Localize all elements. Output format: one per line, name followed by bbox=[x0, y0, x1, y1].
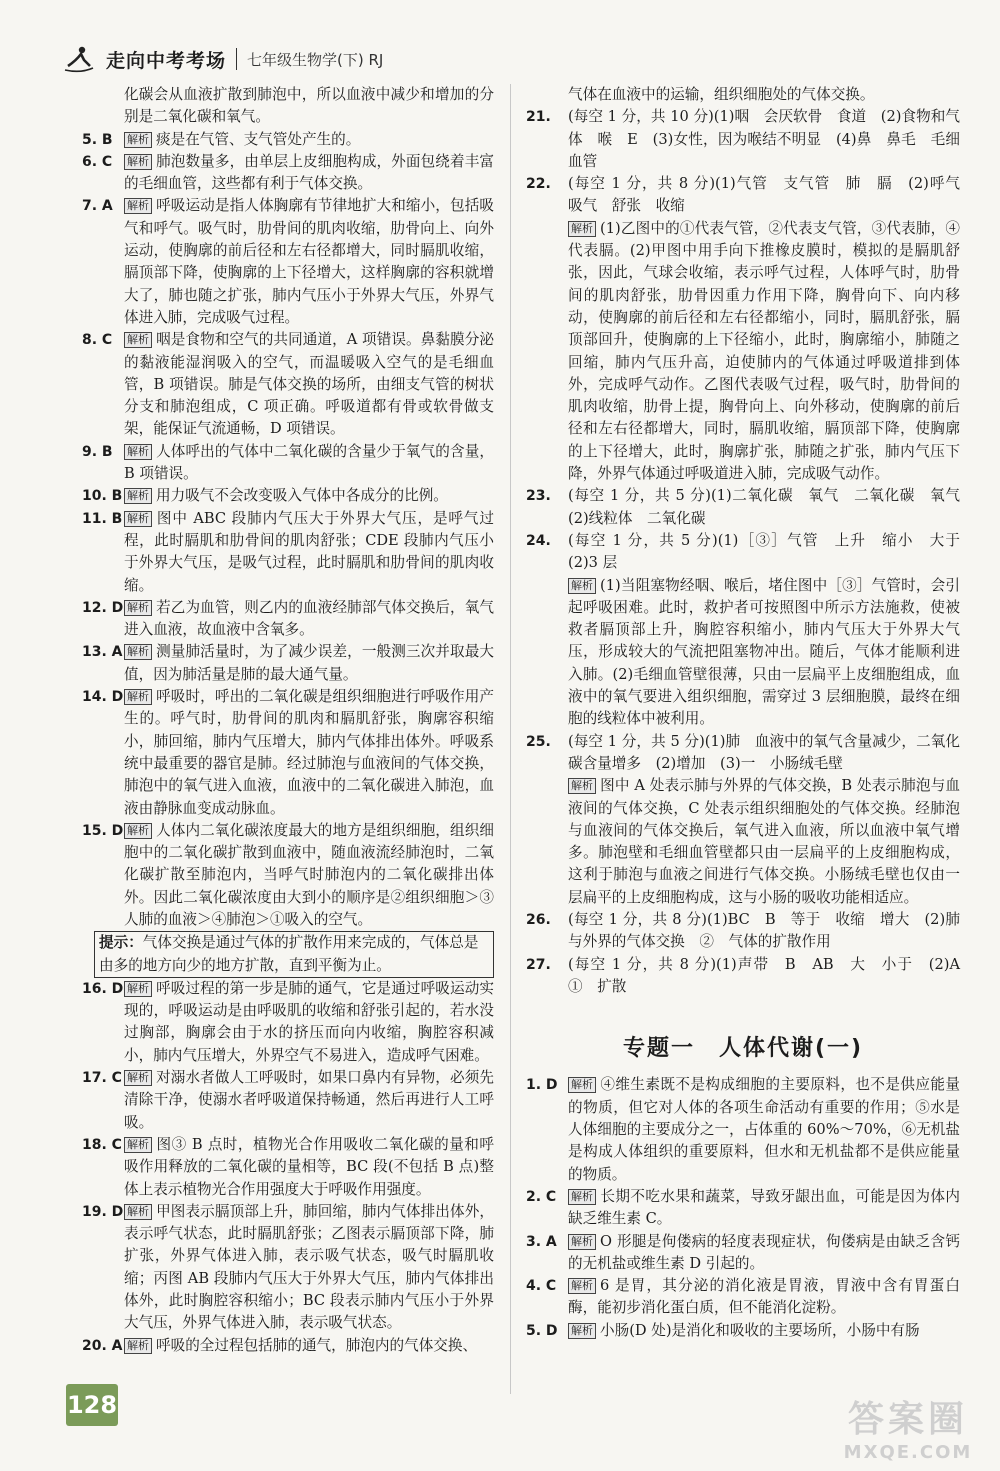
answer-item bbox=[526, 106, 960, 173]
answer-item bbox=[82, 441, 494, 486]
watermark-logo bbox=[838, 1392, 978, 1462]
left-items-2 bbox=[82, 978, 494, 1357]
analysis-badge: 解析 bbox=[568, 578, 596, 594]
right-column bbox=[526, 84, 975, 1342]
answer-text: (每空 1 分，共 5 分)(1)［③］气管 上升 缩小 大于 (2)3 层 bbox=[568, 531, 975, 572]
answer-text: 呼吸时，呼出的二氧化碳是组织细胞进行呼吸作用产生的。呼气时，肋骨间的肌肉和膈肌舒张，胸廓容积缩小，肺回缩，肺内气压增大，肺内气体排出体外。呼吸系统中最重要的器官是肺。经过肺泡与血液间的气体交换，肺泡中的氧气进入血液，血液中的二氧化碳进入肺泡，血液由静脉血变成动脉血。 bbox=[124, 688, 494, 817]
answer-number: 13. A bbox=[82, 644, 123, 661]
answer-text: (每空 1 分，共 8 分)(1)声带 B AB 大 小于 (2)A ① 扩散 bbox=[568, 955, 975, 995]
analysis-badge: 解析 bbox=[124, 332, 152, 348]
analysis-badge: 解析 bbox=[568, 1234, 596, 1250]
answer-number: 6. C bbox=[82, 153, 113, 170]
answer-number: 21. bbox=[526, 109, 551, 126]
answer-text: ④维生素既不是构成细胞的主要原料，也不是供应能量的物质，但它对人体的各项生命活动有重要的作用；⑤水是人体细胞的主要成分之一，占体重的 60%～70%，⑥无机盐是构成人体组织的重要原料，但水和无机盐都不是供应能量的物质。 bbox=[568, 1076, 960, 1183]
answer-item bbox=[82, 978, 494, 1067]
answer-text: 小肠(D 处)是消化和吸收的主要场所，小肠中有肠 bbox=[600, 1321, 920, 1339]
answer-text: 长期不吃水果和蔬菜，导致牙龈出血，可能是因为体内缺乏维生素 C。 bbox=[568, 1187, 960, 1228]
analysis-badge: 解析 bbox=[124, 689, 152, 705]
answer-text: 甲图表示膈顶部上升，肺回缩，肺内气体排出体外，表示呼气状态，此时膈肌舒张；乙图表示膈顶部下降，肺扩张，外界气体进入肺，表示吸气状态，吸气时膈肌收缩；丙图 AB 段肺内气压大于外界大气压，肺内气体排出体外，此时胸腔容积缩小；BC 段表示肺内气压小于外界大气压，外界气体进入肺，表示吸气状态。 bbox=[124, 1202, 494, 1332]
answer-item bbox=[82, 1335, 494, 1357]
page-header bbox=[62, 42, 383, 76]
answer-number: 11. B bbox=[82, 510, 123, 527]
answer-text: 呼吸运动是指人体胸廓有节律地扩大和缩小，包括吸气和呼气。吸气时，肋骨间的肌肉收缩，肋骨向上、向外运动，使胸廓的前后径和左右径都增大，同时膈肌收缩，膈顶部下降，使胸廓的上下径增大，这样胸廓的容积就增大了，肺也随之扩张，肺内气压小于外界大气压，外界气体进入肺，完成吸气过程。 bbox=[124, 197, 494, 326]
analysis-badge: 解析 bbox=[124, 511, 152, 527]
column-divider bbox=[510, 84, 511, 1394]
section-title: 专题一 人体代谢(一) bbox=[622, 1036, 864, 1062]
analysis-24-text: (1)当阻塞物经咽、喉后，堵住图中［③］气管时，会引起呼吸困难。此时，救护者可按照图中所示方法施救，使被救者膈顶部上升，胸腔容积缩小，肺内气压大于外界大气压，形成较大的气流把阻塞物冲出。随后，气体才能顺利进入肺。(2)毛细血管壁很薄，只由一层扁平上皮细胞组成，血液中的氧气要进入组织细胞，需穿过 3 层细胞膜，最终在细胞的线粒体中被利用。 bbox=[568, 576, 960, 728]
answer-text: 对溺水者做人工呼吸时，如果口鼻内有异物，必须先清除干净，使溺水者呼吸道保持畅通，然后再进行人工呼吸。 bbox=[124, 1069, 494, 1131]
answer-number: 5. D bbox=[526, 1322, 558, 1339]
analysis-badge: 解析 bbox=[124, 1070, 152, 1086]
watermark-bottom: MXQE.COM bbox=[843, 1442, 973, 1463]
answer-item bbox=[82, 686, 494, 820]
analysis-badge: 解析 bbox=[124, 1137, 152, 1153]
answer-number: 22. bbox=[526, 176, 551, 193]
answer-text: 呼吸过程的第一步是肺的通气，它是通过呼吸运动实现的，呼吸运动是由呼吸肌的收缩和舒张引起的，若水没过胸部，胸廓会由于水的挤压而向内收缩，胸腔容积减小，肺内气压增大，外界空气不易进入，造成呼气困难。 bbox=[124, 979, 494, 1064]
analysis-badge: 解析 bbox=[568, 1323, 596, 1339]
tip-box bbox=[94, 931, 494, 978]
answer-number: 27. bbox=[526, 956, 551, 973]
answer-text: (每空 1 分，共 8 分)(1)气管 支气管 肺 膈 (2)呼气 吸气 舒张 收缩 bbox=[568, 175, 975, 215]
answer-item bbox=[82, 485, 494, 507]
right-items bbox=[526, 106, 975, 217]
analysis-badge: 解析 bbox=[568, 1189, 596, 1205]
answer-text: 人体呼出的气体中二氧化碳的含量少于氧气的含量，B 项错误。 bbox=[124, 442, 494, 483]
answer-number: 3. A bbox=[526, 1233, 557, 1250]
answer-text: 咽是食物和空气的共同通道，A 项错误。鼻黏膜分泌的黏液能湿润吸入的空气，而温暖吸入空气的是毛细血管，B 项错误。肺是气体交换的场所，由细支气管的树状分支和肺泡组成，C 项正确。呼吸道都有骨或软骨做支架，能保证气流通畅，D 项错误。 bbox=[124, 331, 494, 438]
answer-item bbox=[526, 909, 960, 954]
answer-item bbox=[82, 1067, 494, 1134]
answer-text: 若乙为血管，则乙内的血液经肺部气体交换后，氧气进入血液，故血液中含氧多。 bbox=[124, 598, 494, 639]
answer-text: 图中 ABC 段肺内气压大于外界大气压，是呼气过程，此时膈肌和肋骨间的肌肉舒张；CDE 段肺内气压小于外界大气压，是吸气过程，此时膈肌和肋骨间的肌肉收缩。 bbox=[124, 509, 494, 594]
tip-text: 气体交换是通过气体的扩散作用来完成的，气体总是由多的地方向少的地方扩散，直到平衡为止。 bbox=[99, 934, 479, 974]
analysis-25 bbox=[526, 775, 960, 909]
answer-number: 12. D bbox=[82, 599, 124, 616]
answer-number: 24. bbox=[526, 532, 551, 549]
right-items-4 bbox=[526, 909, 975, 998]
answer-number: 10. B bbox=[82, 488, 123, 505]
answer-item bbox=[82, 820, 494, 931]
answer-number: 23. bbox=[526, 488, 551, 505]
analysis-22 bbox=[526, 218, 960, 486]
analysis-24 bbox=[526, 575, 960, 731]
answer-item bbox=[82, 151, 494, 196]
answer-text: 用力吸气不会改变吸入气体中各成分的比例。 bbox=[156, 487, 448, 505]
answer-item bbox=[82, 1134, 494, 1201]
analysis-badge: 解析 bbox=[124, 600, 152, 616]
answer-item bbox=[526, 1320, 960, 1342]
answer-text: (每空 1 分，共 5 分)(1)二氧化碳 氧气 二氧化碳 氧气 (2)线粒体 二氧化碳 bbox=[568, 487, 975, 527]
answer-item bbox=[82, 1201, 494, 1335]
analysis-badge: 解析 bbox=[124, 1204, 152, 1220]
answer-item bbox=[526, 1186, 960, 1231]
answer-text: 6 是胃，其分泌的消化液是胃液，胃液中含有胃蛋白酶，能初步消化蛋白质，但不能消化淀粉。 bbox=[568, 1277, 960, 1317]
answer-item bbox=[526, 731, 960, 776]
answer-text: 呼吸的全过程包括肺的通气，肺泡内的气体交换、 bbox=[156, 1336, 478, 1354]
answer-number: 4. C bbox=[526, 1278, 557, 1295]
answer-text: (每空 1 分，共 5 分)(1)肺 血液中的氧气含量减少，二氧化碳含量增多 (2)增加 (3)一 小肠绒毛壁 bbox=[568, 732, 960, 772]
analysis-badge: 解析 bbox=[124, 132, 152, 148]
right-items-5 bbox=[526, 1074, 960, 1342]
answer-item bbox=[82, 597, 494, 642]
analysis-22-text: (1)乙图中的①代表气管，②代表支气管，③代表肺，④代表膈。(2)甲图中用手向下推橡皮膜时，模拟的是膈肌舒张，因此，气球会收缩，表示呼气过程，人体呼气时，肋骨间的肌肉舒张，肋骨因重力作用下降，胸骨向下、向内移动，使胸廓的前后径和左右径都缩小，同时，膈肌舒张，膈顶部回升，使胸廓的上下径缩小，此时，胸廓缩小，肺随之回缩，肺内气压升高，迫使肺内的气体通过呼吸道排到体外，完成呼气动作。乙图代表吸气过程，吸气时，肋骨间的肌肉收缩，肋骨上提，胸骨向上、向外移动，使胸廓的前后径和左右径都增大，同时，膈肌收缩，膈顶部下降，使胸廓的上下径增大，此时，胸廓扩张，肺随之扩张，肺内气压下降，外界气体通过呼吸道进入肺，完成吸气动作。 bbox=[568, 219, 960, 483]
left-items bbox=[82, 129, 494, 932]
answer-item bbox=[526, 173, 975, 218]
answer-text: (每空 1 分，共 10 分)(1)咽 会厌软骨 食道 (2)食物和气体 喉 E (3)女性，因为喉结不明显 (4)鼻 鼻毛 毛细血管 bbox=[568, 108, 960, 170]
answer-text: 人体内二氧化碳浓度最大的地方是组织细胞，组织细胞中的二氧化碳扩散到血液中，随血液流经肺泡时，二氧化碳扩散至肺泡内，当呼气时肺泡内的二氧化碳排出体外。因此二氧化碳浓度由大到小的顺序是②组织细胞＞③人肺的血液＞④肺泡＞①吸入的空气。 bbox=[124, 821, 494, 928]
answer-number: 19. D bbox=[82, 1203, 124, 1220]
answer-number: 20. A bbox=[82, 1337, 123, 1354]
answer-text: 测量肺活量时，为了减少误差，一般测三次并取最大值，因为肺活量是肺的最大通气量。 bbox=[124, 643, 494, 683]
answer-item bbox=[82, 641, 494, 686]
answer-text: 痰是在气管、支气管处产生的。 bbox=[156, 130, 361, 148]
answer-text: (每空 1 分，共 8 分)(1)BC B 等于 收缩 增大 (2)肺与外界的气体交换 ② 气体的扩散作用 bbox=[568, 910, 960, 951]
answer-item bbox=[526, 1231, 960, 1276]
analysis-badge: 解析 bbox=[124, 488, 152, 504]
analysis-badge: 解析 bbox=[124, 981, 152, 997]
right-intro: 气体在血液中的运输，组织细胞处的气体交换。 bbox=[568, 86, 875, 103]
analysis-badge: 解析 bbox=[124, 198, 152, 214]
answer-item bbox=[82, 329, 494, 440]
tip-label: 提示： bbox=[99, 934, 143, 952]
analysis-badge: 解析 bbox=[568, 1278, 596, 1294]
analysis-badge: 解析 bbox=[124, 154, 152, 170]
answer-number: 26. bbox=[526, 911, 551, 928]
answer-item bbox=[526, 1275, 960, 1320]
answer-number: 9. B bbox=[82, 443, 113, 460]
answer-number: 14. D bbox=[82, 689, 124, 706]
answer-text: O 形腿是佝偻病的轻度表现症状，佝偻病是由缺乏含钙的无机盐或维生素 D 引起的。 bbox=[568, 1232, 960, 1272]
answer-number: 25. bbox=[526, 733, 551, 750]
answer-text: 图③ B 点时，植物光合作用吸收二氧化碳的量和呼吸作用释放的二氧化碳的量相等，BC 段(不包括 B 点)整体上表示植物光合作用强度大于呼吸作用强度。 bbox=[124, 1135, 494, 1198]
analysis-25-text: 图中 A 处表示肺与外界的气体交换，B 处表示肺泡与血液间的气体交换，C 处表示组织细胞处的气体交换。经肺泡与血液间的气体交换后，氧气进入血液，所以血液中氧气增多。肺泡壁和毛细血管壁都只由一层扁平的上皮细胞构成，这利于肺泡与血液之间进行气体交换。小肠绒毛壁也仅由一层扁平的上皮细胞构成，这与小肠的吸收功能相适应。 bbox=[568, 777, 960, 906]
watermark-top: 答案圈 bbox=[847, 1399, 968, 1440]
answer-item bbox=[82, 508, 494, 597]
answer-number: 18. C bbox=[82, 1136, 122, 1153]
answer-number: 17. C bbox=[82, 1070, 122, 1087]
answer-text: 肺泡数量多，由单层上皮细胞构成，外面包绕着丰富的毛细血管，这些都有利于气体交换。 bbox=[124, 152, 494, 193]
analysis-badge: 解析 bbox=[124, 823, 152, 839]
answer-item bbox=[526, 485, 975, 530]
answer-number: 7. A bbox=[82, 198, 113, 215]
subject-label: 七年级生物学(下) RJ bbox=[247, 50, 384, 69]
answer-number: 1. D bbox=[526, 1077, 558, 1094]
answer-number: 8. C bbox=[82, 332, 113, 349]
analysis-badge: 解析 bbox=[568, 1077, 596, 1093]
left-column bbox=[82, 84, 494, 1357]
answer-number: 15. D bbox=[82, 822, 124, 839]
answer-number: 2. C bbox=[526, 1188, 557, 1205]
right-items-2 bbox=[526, 485, 975, 574]
answer-item bbox=[526, 954, 975, 999]
analysis-badge: 解析 bbox=[568, 778, 596, 794]
book-name: 走向中考考场 bbox=[106, 49, 227, 72]
answer-item bbox=[526, 1074, 960, 1185]
answer-item bbox=[82, 129, 494, 151]
answer-item bbox=[82, 195, 494, 329]
analysis-badge: 解析 bbox=[124, 1338, 152, 1354]
left-intro: 化碳会从血液扩散到肺泡中，所以血液中减少和增加的分别是二氧化碳和氧气。 bbox=[124, 86, 494, 126]
answer-item bbox=[526, 530, 975, 575]
analysis-badge: 解析 bbox=[124, 644, 152, 660]
right-items-3 bbox=[526, 731, 960, 776]
running-figure-logo bbox=[62, 44, 96, 74]
answer-number: 5. B bbox=[82, 131, 113, 148]
page-number: 128 bbox=[66, 1384, 118, 1426]
analysis-badge: 解析 bbox=[568, 221, 596, 237]
analysis-badge: 解析 bbox=[124, 444, 152, 460]
answer-number: 16. D bbox=[82, 980, 124, 997]
header-separator bbox=[236, 48, 237, 70]
